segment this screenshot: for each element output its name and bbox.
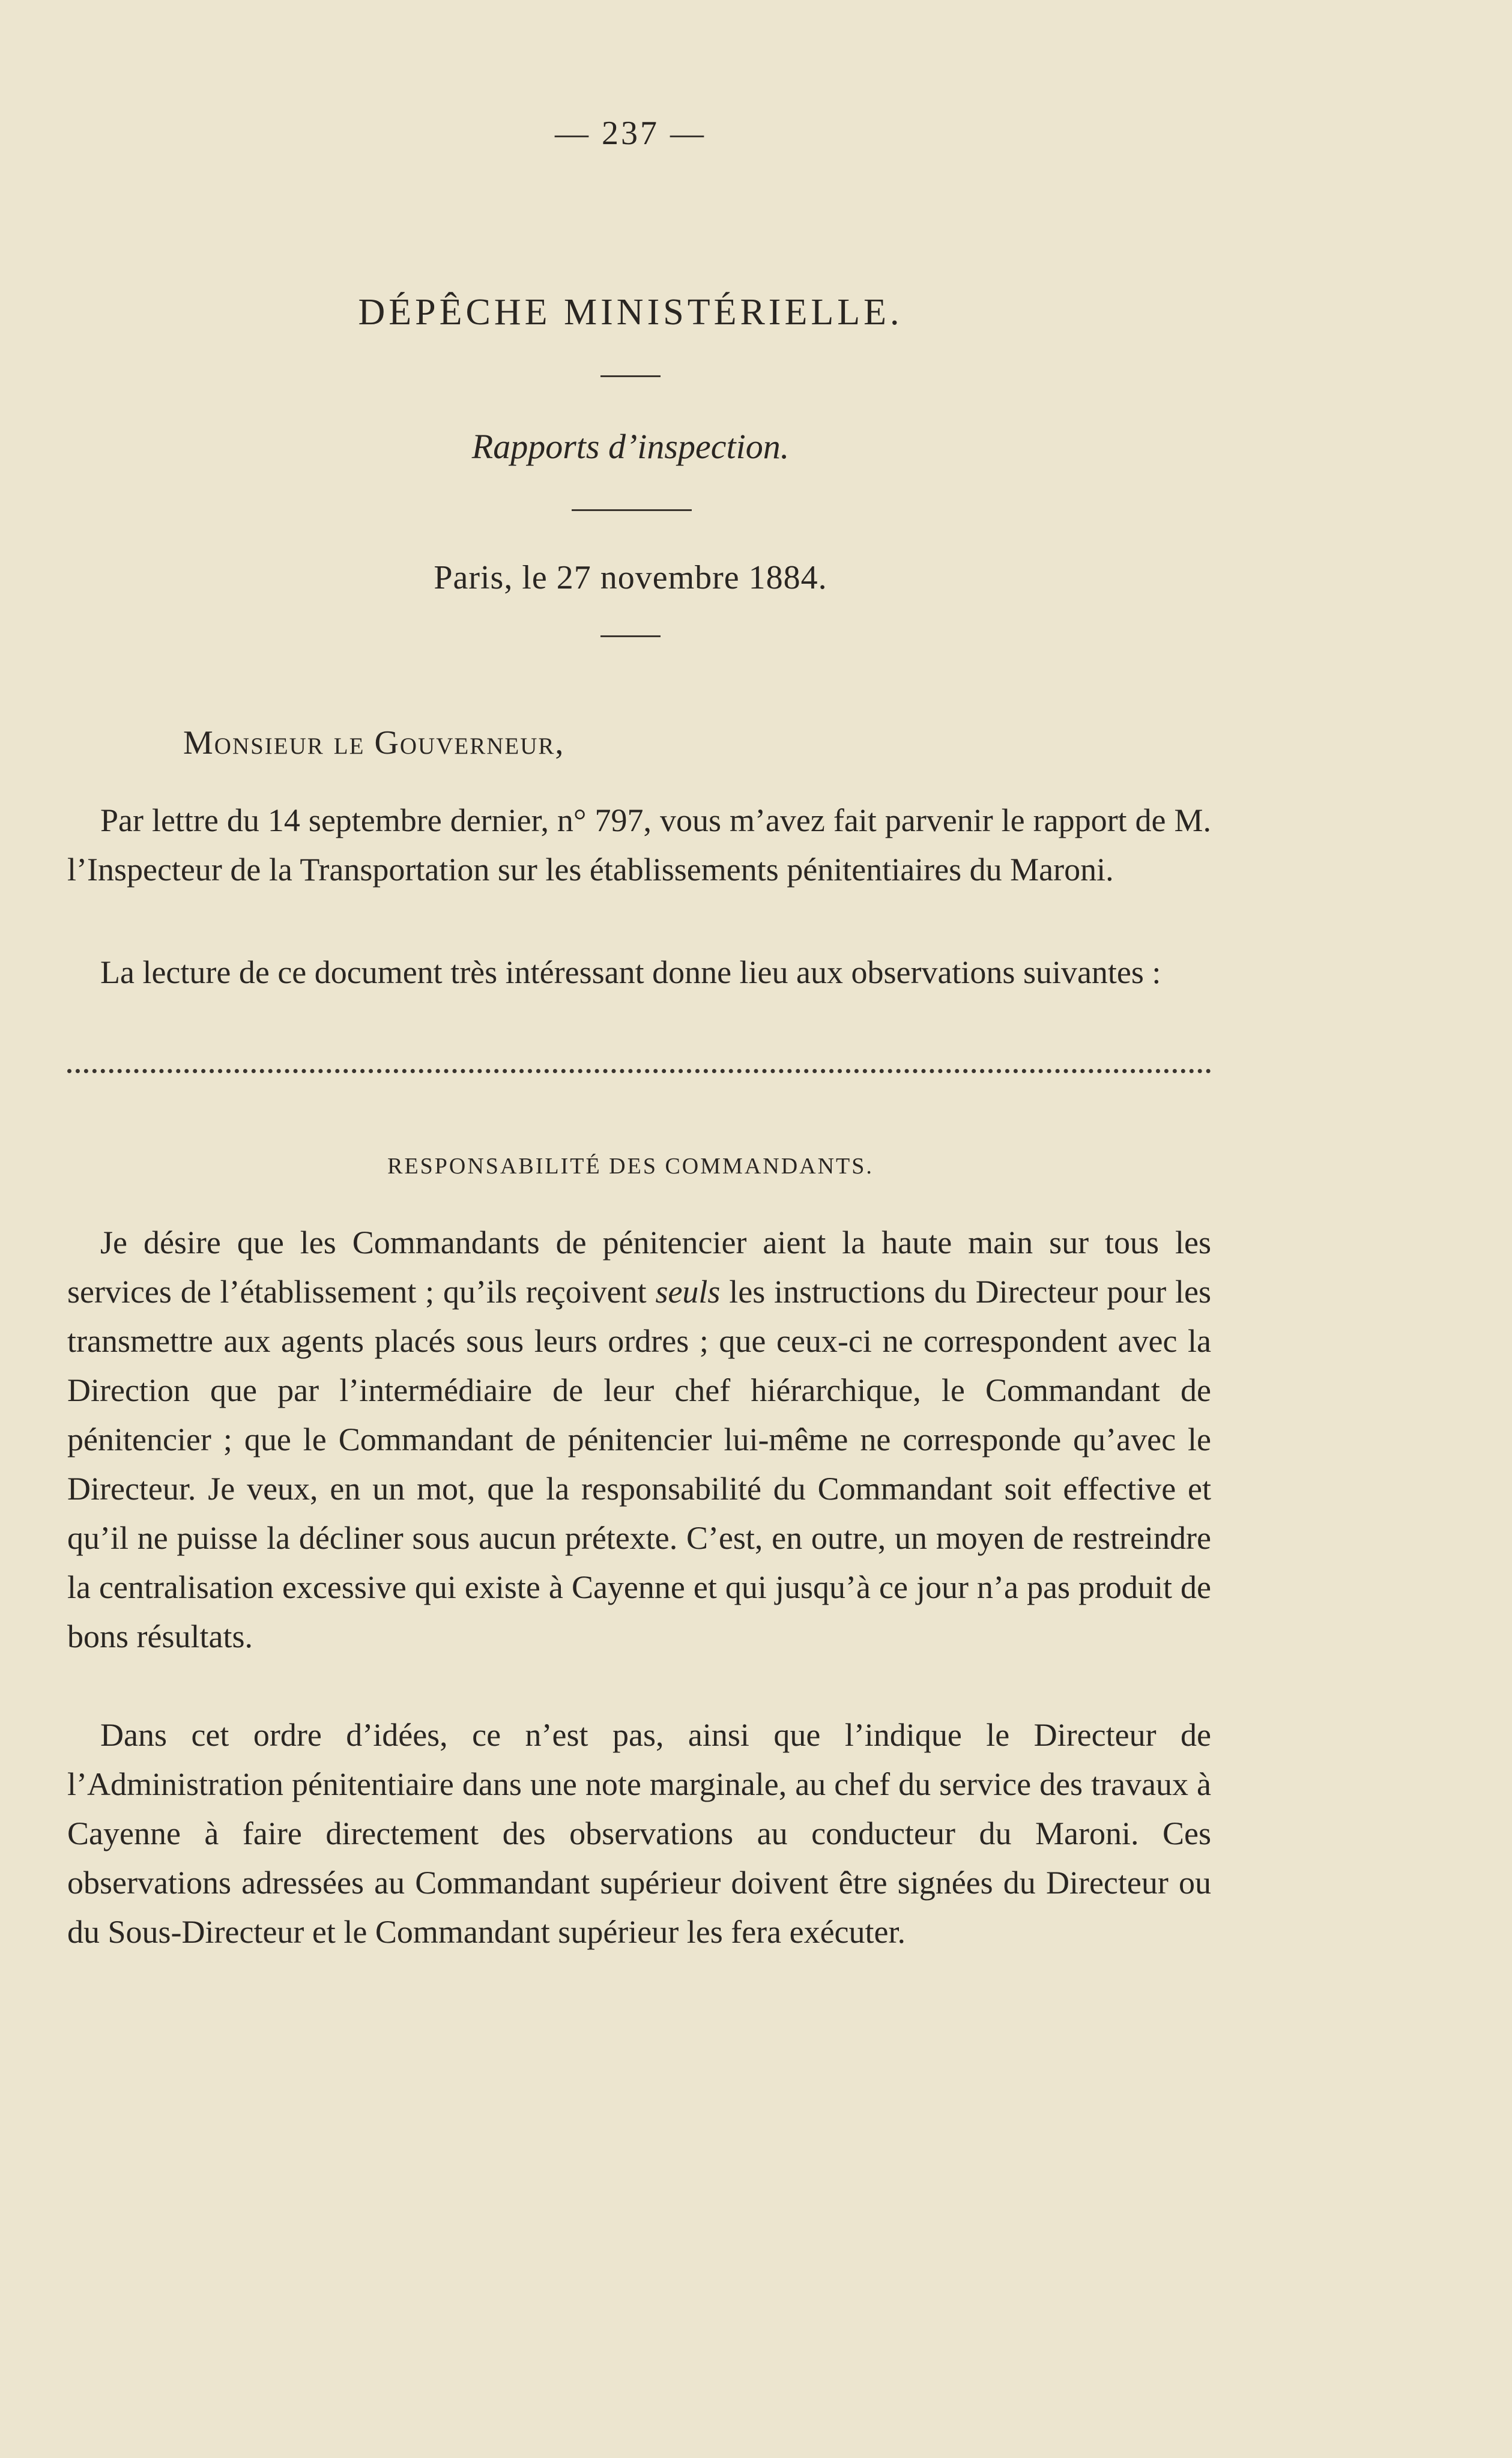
title-divider xyxy=(600,375,661,377)
body-paragraph-2: Dans cet ordre d’idées, ce n’est pas, ainsi que l’indique le Directeur de l’Administration pénitentiaire dans une note marginale, au chef du service des travaux à Cayenne à faire directement des observations au conducteur du Maroni. Ces observations adressées au Commandant supérieur doivent être signées du Directeur ou du Sous-Directeur et le Commandant supérieur les fera exécuter. xyxy=(67,1717,1211,1950)
dateline: Paris, le 27 novembre 1884. xyxy=(434,559,827,596)
document-subtitle: Rapports d’inspection. xyxy=(471,427,790,466)
intro-paragraph-2: La lecture de ce document très intéressant donne lieu aux observations suivantes : xyxy=(100,954,1161,990)
body-paragraph-1-end: les instructions du Directeur pour les transmettre aux agents placés sous leurs ordres ; que ceux-ci ne correspondent avec la Direction que par l’intermédiaire de leur chef hiérarchique, le Commandant de pénitencier ; que le Commandant de pénitencier lui-même ne corresponde qu’avec le Directeur. Je veux, en un mot, que la responsabilité du Commandant soit effective et qu’il ne puisse la décliner sous aucun prétexte. C’est, en outre, un moyen de restreindre la centralisation excessive qui existe à Cayenne et qui jusqu’à ce jour n’a pas produit de bons résultats. xyxy=(67,1274,1211,1654)
subtitle-divider xyxy=(572,509,692,511)
intro-paragraph-1: Par lettre du 14 septembre dernier, n° 797, vous m’avez fait parvenir le rapport de M. l’Inspecteur de la Transportation sur les établissements pénitentiaires du Maroni. xyxy=(67,802,1211,888)
section-heading: RESPONSABILITÉ DES COMMANDANTS. xyxy=(387,1154,874,1179)
ellipsis-dots xyxy=(67,1063,1211,1073)
dateline-divider xyxy=(600,635,661,637)
salutation: Monsieur le Gouverneur, xyxy=(183,724,565,761)
body-paragraph-1 xyxy=(67,1218,1211,1661)
page-number: — 237 — xyxy=(555,115,706,152)
body-paragraph-1-start: Je désire que les Commandants de pénitencier aient la haute main sur tous les services de l’établissement ; qu’ils reçoivent xyxy=(67,1224,1211,1310)
emphasis-seuls: seuls xyxy=(655,1274,721,1310)
document-title: DÉPÊCHE MINISTÉRIELLE. xyxy=(358,292,903,333)
